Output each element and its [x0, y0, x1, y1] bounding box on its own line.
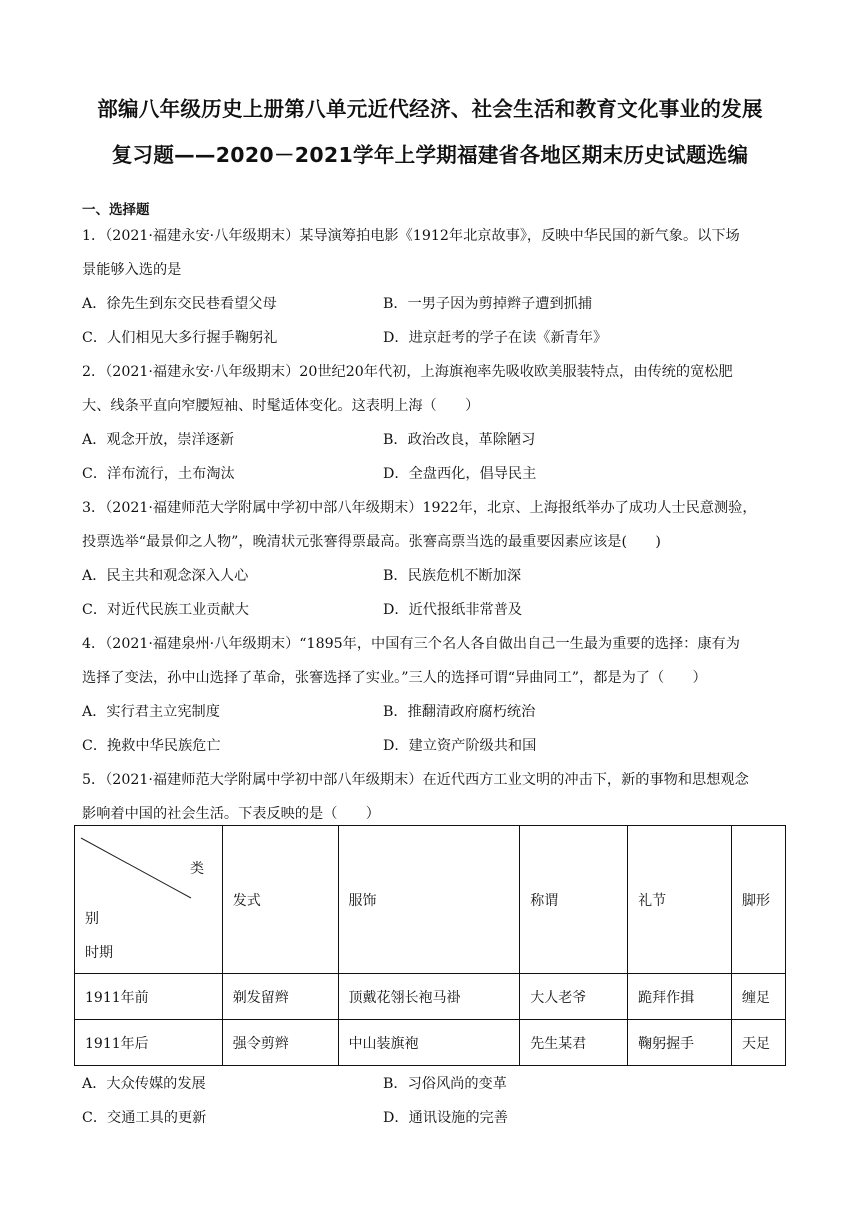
- question-5-line-2: 影响着中国的社会生活。下表反映的是（ ）: [82, 806, 380, 822]
- table-header-etiquette: 礼节: [628, 826, 732, 974]
- question-4-option-b[interactable]: B．推翻清政府腐朽统治: [383, 704, 536, 720]
- question-3-line-1: 3．（2021·福建师范大学附属中学初中部八年级期末）1922年，北京、上海报纸举办了成功人士民意测验，: [82, 500, 757, 516]
- question-5-option-a[interactable]: A．大众传媒的发展: [82, 1076, 206, 1092]
- question-3-line-2: 投票选举“最景仰之人物”，晚清状元张謇得票最高。张謇高票当选的最重要因素应该是( ): [82, 534, 661, 550]
- question-4-option-a[interactable]: A．实行君主立宪制度: [82, 704, 220, 720]
- question-5-option-d[interactable]: D．通讯设施的完善: [383, 1110, 508, 1126]
- question-2-option-b[interactable]: B．政治改良，革除陋习: [383, 432, 536, 448]
- question-1-option-a[interactable]: A．徐先生到东交民巷看望父母: [82, 296, 277, 312]
- section-heading: 一、选择题: [82, 202, 150, 218]
- question-3-option-b[interactable]: B．民族危机不断加深: [383, 568, 522, 584]
- question-1-line-2: 景能够入选的是: [82, 262, 182, 278]
- table-row-period: 1911年后: [75, 1020, 223, 1066]
- question-3-option-d[interactable]: D．近代报纸非常普及: [383, 602, 523, 618]
- corner-label-period: 时期: [85, 945, 113, 961]
- table-row: [75, 1020, 786, 1066]
- question-3-option-c[interactable]: C．对近代民族工业贡献大: [82, 602, 249, 618]
- table-header-foot: 脚形: [731, 826, 785, 974]
- question-5-option-c[interactable]: C．交通工具的更新: [82, 1110, 207, 1126]
- table-cell: 缠足: [731, 974, 785, 1020]
- table-cell: 中山装旗袍: [338, 1020, 520, 1066]
- table-header-address-terms: 称谓: [520, 826, 628, 974]
- table-cell: 剃发留辫: [222, 974, 338, 1020]
- question-4-option-c[interactable]: C．挽救中华民族危亡: [82, 738, 221, 754]
- question-2-option-c[interactable]: C．洋布流行，土布淘汰: [82, 466, 235, 482]
- question-2-line-2: 大、线条平直向窄腰短袖、时髦适体变化。这表明上海（ ）: [82, 398, 480, 414]
- question-4-line-2: 选择了变法，孙中山选择了革命，张謇选择了实业。”三人的选择可谓“异曲同工”，都是为了（ ）: [82, 670, 707, 686]
- question-2-option-a[interactable]: A．观念开放，崇洋逐新: [82, 432, 235, 448]
- question-2-option-d[interactable]: D．全盘西化，倡导民主: [383, 466, 537, 482]
- question-5-line-1: 5．（2021·福建师范大学附属中学初中部八年级期末）在近代西方工业文明的冲击下，新的事物和思想观念: [82, 772, 749, 788]
- table-header-clothing: 服饰: [338, 826, 520, 974]
- question-1-option-b[interactable]: B．一男子因为剪掉辫子遭到抓捕: [383, 296, 593, 312]
- table-cell: 强令剪辫: [222, 1020, 338, 1066]
- social-customs-table: [74, 825, 786, 1066]
- table-header-row: [75, 826, 786, 974]
- question-4-option-d[interactable]: D．建立资产阶级共和国: [383, 738, 537, 754]
- table-cell: 天足: [731, 1020, 785, 1066]
- question-3-option-a[interactable]: A．民主共和观念深入人心: [82, 568, 249, 584]
- document-title-line-1: 部编八年级历史上册第八单元近代经济、社会生活和教育文化事业的发展: [97, 97, 763, 121]
- table-cell: 先生某君: [520, 1020, 628, 1066]
- table-row-period: 1911年前: [75, 974, 223, 1020]
- table-cell: 大人老爷: [520, 974, 628, 1020]
- table-header-hairstyle: 发式: [222, 826, 338, 974]
- question-1-line-1: 1．（2021·福建永安·八年级期末）某导演筹拍电影《1912年北京故事》，反映中华民国的新气象。以下场: [82, 228, 740, 244]
- table-cell: 鞠躬握手: [628, 1020, 732, 1066]
- document-title-line-2: 复习题——2020－2021学年上学期福建省各地区期末历史试题选编: [111, 143, 749, 167]
- question-1-option-c[interactable]: C．人们相见大多行握手鞠躬礼: [82, 330, 278, 346]
- question-5-option-b[interactable]: B．习俗风尚的变革: [383, 1076, 507, 1092]
- corner-label-category-bottom: 别: [85, 911, 99, 927]
- question-4-line-1: 4．（2021·福建泉州·八年级期末）“1895年，中国有三个名人各自做出自己一生最为重要的选择：康有为: [82, 636, 740, 652]
- table-cell: 跪拜作揖: [628, 974, 732, 1020]
- table-corner-cell: [75, 826, 223, 974]
- question-1-option-d[interactable]: D．进京赶考的学子在读《新青年》: [383, 330, 608, 346]
- question-2-line-1: 2．（2021·福建永安·八年级期末）20世纪20年代初，上海旗袍率先吸收欧美服装特点，由传统的宽松肥: [82, 364, 733, 380]
- corner-label-category-top: 类: [190, 861, 204, 877]
- table-row: [75, 974, 786, 1020]
- table-cell: 顶戴花翎长袍马褂: [338, 974, 520, 1020]
